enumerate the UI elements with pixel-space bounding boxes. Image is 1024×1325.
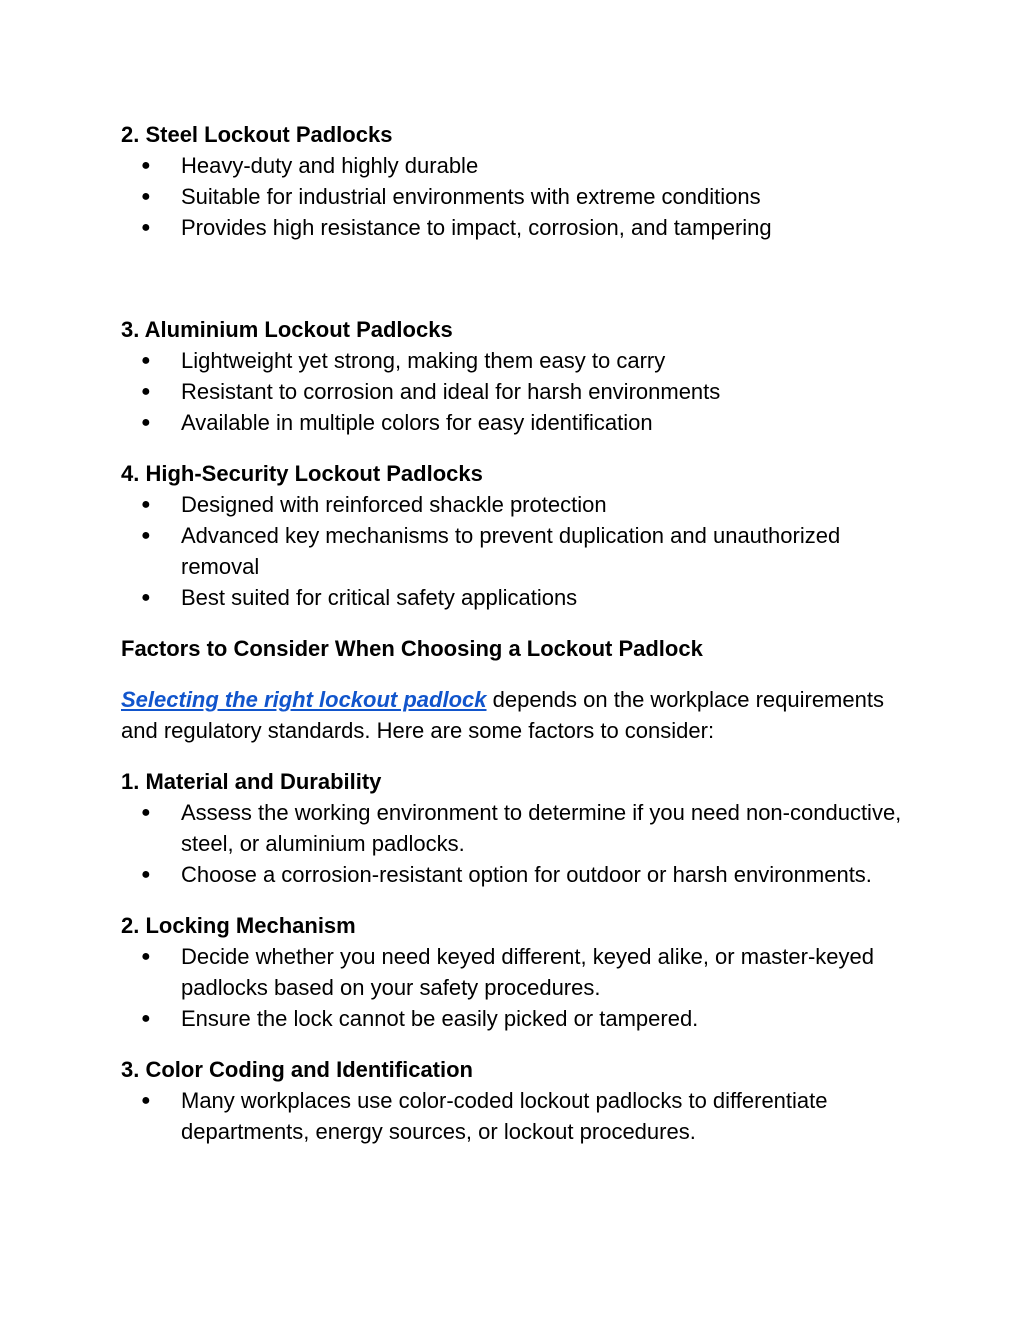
list-item xyxy=(121,212,921,243)
list-item xyxy=(121,941,921,1003)
list-item xyxy=(121,859,921,890)
bullet-icon: ● xyxy=(141,589,151,606)
bullet-list xyxy=(121,150,921,243)
bullet-icon: ● xyxy=(141,414,151,431)
section-heading: 2. Steel Lockout Padlocks xyxy=(121,122,393,147)
list-item-text: Assess the working environment to determine if you need non-conductive, steel, or aluminium padlocks. xyxy=(181,800,902,856)
list-item-text: Ensure the lock cannot be easily picked or tampered. xyxy=(181,1006,699,1031)
list-item-text: Many workplaces use color-coded lockout padlocks to differentiate departments, energy sources, or lockout procedures. xyxy=(181,1088,828,1144)
document-page xyxy=(121,119,921,1147)
list-item xyxy=(121,181,921,212)
list-item xyxy=(121,489,921,520)
list-item xyxy=(121,376,921,407)
list-item xyxy=(121,520,921,582)
section-steel-padlocks xyxy=(121,119,921,243)
bullet-icon: ● xyxy=(141,1010,151,1027)
bullet-icon: ● xyxy=(141,527,151,544)
bullet-list xyxy=(121,489,921,613)
bullet-icon: ● xyxy=(141,219,151,236)
bullet-list xyxy=(121,345,921,438)
bullet-icon: ● xyxy=(141,383,151,400)
list-item-text: Best suited for critical safety applications xyxy=(181,585,578,610)
section-heading: 4. High-Security Lockout Padlocks xyxy=(121,461,483,486)
list-item-text: Resistant to corrosion and ideal for harsh environments xyxy=(181,379,721,404)
factors-intro-text: depends on the workplace requirements and regulatory standards. Here are some factors to consider: xyxy=(121,687,884,743)
list-item xyxy=(121,407,921,438)
list-item xyxy=(121,345,921,376)
factor-heading: 3. Color Coding and Identification xyxy=(121,1057,473,1082)
list-item xyxy=(121,1003,921,1034)
bullet-icon: ● xyxy=(141,948,151,965)
list-item-text: Provides high resistance to impact, corrosion, and tampering xyxy=(181,215,772,240)
factor-locking-mechanism xyxy=(121,910,921,1034)
bullet-icon: ● xyxy=(141,496,151,513)
section-high-security-padlocks xyxy=(121,458,921,613)
list-item-text: Lightweight yet strong, making them easy to carry xyxy=(181,348,666,373)
bullet-list xyxy=(121,1085,921,1147)
factors-intro xyxy=(121,684,921,746)
list-item xyxy=(121,1085,921,1147)
factor-heading: 1. Material and Durability xyxy=(121,769,382,794)
list-item-text: Available in multiple colors for easy identification xyxy=(181,410,653,435)
list-item-text: Decide whether you need keyed different, keyed alike, or master-keyed padlocks based on your safety procedures. xyxy=(181,944,874,1000)
bullet-icon: ● xyxy=(141,157,151,174)
factor-heading: 2. Locking Mechanism xyxy=(121,913,356,938)
factor-color-coding xyxy=(121,1054,921,1147)
factor-material-durability xyxy=(121,766,921,890)
bullet-icon: ● xyxy=(141,352,151,369)
list-item-text: Advanced key mechanisms to prevent duplication and unauthorized removal xyxy=(181,523,841,579)
bullet-icon: ● xyxy=(141,804,151,821)
list-item xyxy=(121,582,921,613)
bullet-icon: ● xyxy=(141,1092,151,1109)
list-item xyxy=(121,150,921,181)
list-item-text: Suitable for industrial environments with extreme conditions xyxy=(181,184,761,209)
list-item xyxy=(121,797,921,859)
bullet-list xyxy=(121,941,921,1034)
section-aluminium-padlocks xyxy=(121,314,921,438)
list-item-text: Choose a corrosion-resistant option for outdoor or harsh environments. xyxy=(181,862,872,887)
bullet-icon: ● xyxy=(141,188,151,205)
factors-title: Factors to Consider When Choosing a Lockout Padlock xyxy=(121,636,703,661)
list-item-text: Heavy-duty and highly durable xyxy=(181,153,479,178)
bullet-icon: ● xyxy=(141,866,151,883)
list-item-text: Designed with reinforced shackle protection xyxy=(181,492,607,517)
selecting-padlock-link[interactable]: Selecting the right lockout padlock xyxy=(121,687,487,712)
section-heading: 3. Aluminium Lockout Padlocks xyxy=(121,317,453,342)
bullet-list xyxy=(121,797,921,890)
